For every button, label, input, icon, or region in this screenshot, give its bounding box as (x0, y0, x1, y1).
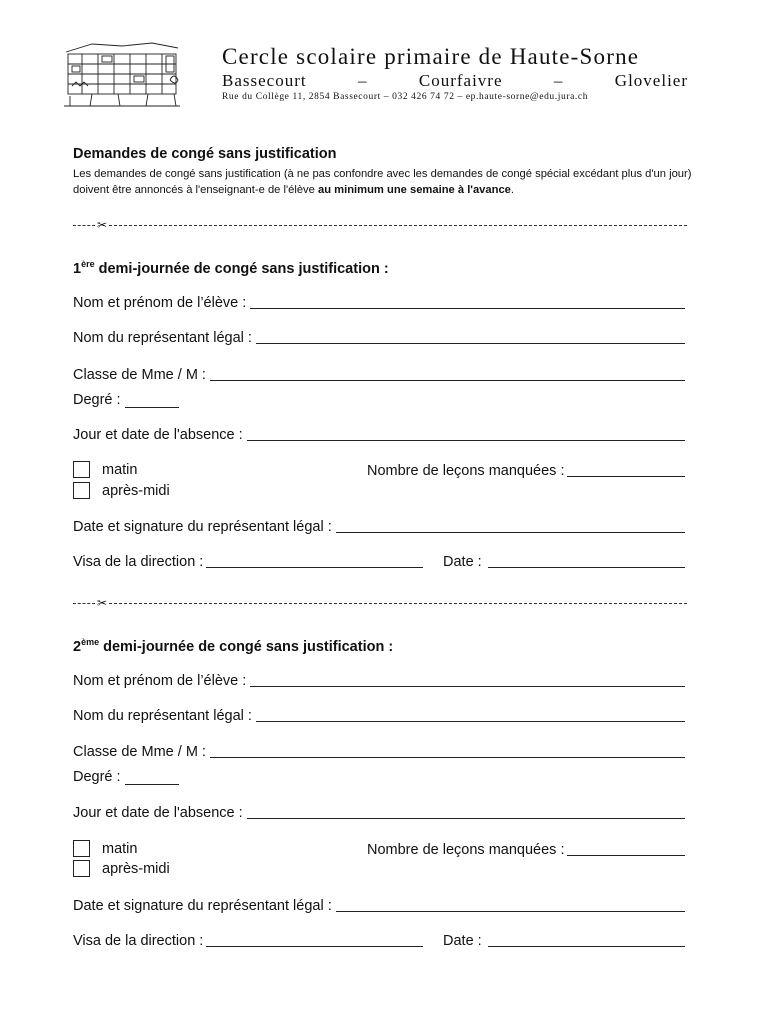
morning-option[interactable] (73, 840, 137, 857)
cut-line (73, 217, 687, 233)
morning-checkbox[interactable] (73, 461, 90, 478)
absence-date-label: Jour et date de l'absence : (73, 427, 243, 443)
cut-line (73, 595, 687, 611)
intro-paragraph (73, 166, 693, 198)
intro-text: Les demandes de congé sans justification (à ne pas confondre avec les demandes de congé spécial excédant plus d'un jour) doivent être annoncés à l'enseignant-e de l'élève (73, 168, 692, 196)
morning-checkbox[interactable] (73, 840, 90, 857)
missed-lessons-label: Nombre de leçons manquées : (367, 463, 565, 479)
morning-label: matin (102, 840, 138, 857)
afternoon-label: après-midi (102, 482, 170, 499)
absence-date-field[interactable] (73, 804, 685, 821)
absence-date-field[interactable] (73, 426, 685, 443)
town-separator: – (553, 71, 564, 90)
student-name-field[interactable] (73, 672, 685, 689)
guardian-signature-field[interactable] (73, 518, 685, 535)
guardian-signature-label: Date et signature du représentant légal : (73, 519, 332, 535)
guardian-name-label: Nom du représentant légal : (73, 708, 252, 724)
guardian-signature-label: Date et signature du représentant légal : (73, 898, 332, 914)
missed-lessons-field[interactable] (367, 841, 685, 858)
grade-label: Degré : (73, 392, 121, 408)
visa-date-label: Date : (443, 554, 482, 570)
grade-label: Degré : (73, 769, 121, 785)
absence-date-label: Jour et date de l'absence : (73, 805, 243, 821)
scissors-icon: ✂ (97, 596, 108, 610)
town-1: Bassecourt (222, 71, 307, 90)
visa-date-field[interactable] (443, 932, 685, 949)
school-name: Cercle scolaire primaire de Haute-Sorne (222, 44, 640, 69)
class-teacher-label: Classe de Mme / M : (73, 744, 206, 760)
intro-end: . (510, 184, 515, 196)
afternoon-option[interactable] (73, 482, 170, 499)
missed-lessons-label: Nombre de leçons manquées : (367, 842, 565, 858)
guardian-name-field[interactable] (73, 329, 685, 346)
visa-date-field[interactable] (443, 553, 685, 570)
intro-emphasis: au minimum une semaine à l'avance (317, 184, 511, 196)
direction-visa-label: Visa de la direction : (73, 554, 204, 570)
town-2: Courfaivre (418, 71, 503, 90)
section-1-title: 1ère demi-journée de congé sans justification : (73, 259, 389, 277)
student-name-field[interactable] (73, 294, 685, 311)
section-2-title: 2ème demi-journée de congé sans justification : (73, 637, 394, 655)
school-logo (62, 40, 182, 110)
afternoon-checkbox[interactable] (73, 860, 90, 877)
morning-option[interactable] (73, 461, 137, 478)
document-title: Demandes de congé sans justification (73, 146, 337, 162)
afternoon-checkbox[interactable] (73, 482, 90, 499)
direction-visa-field[interactable] (73, 932, 423, 949)
grade-field[interactable] (73, 392, 179, 408)
scissors-icon: ✂ (97, 218, 108, 232)
afternoon-label: après-midi (102, 860, 170, 877)
class-teacher-field[interactable] (73, 743, 685, 760)
guardian-name-field[interactable] (73, 707, 685, 724)
school-contact: Rue du Collège 11, 2854 Bassecourt – 032 426 74 72 – ep.haute-sorne@edu.jura.ch (222, 92, 589, 102)
grade-field[interactable] (73, 769, 179, 785)
student-name-label: Nom et prénom de l’élève : (73, 295, 247, 311)
direction-visa-label: Visa de la direction : (73, 933, 204, 949)
guardian-signature-field[interactable] (73, 897, 685, 914)
town-separator: – (357, 71, 368, 90)
missed-lessons-field[interactable] (367, 462, 685, 479)
direction-visa-field[interactable] (73, 553, 423, 570)
student-name-label: Nom et prénom de l’élève : (73, 673, 247, 689)
afternoon-option[interactable] (73, 860, 170, 877)
morning-label: matin (102, 461, 138, 478)
school-towns (222, 71, 688, 91)
guardian-name-label: Nom du représentant légal : (73, 330, 252, 346)
class-teacher-field[interactable] (73, 366, 685, 383)
town-3: Glovelier (614, 71, 688, 90)
visa-date-label: Date : (443, 933, 482, 949)
class-teacher-label: Classe de Mme / M : (73, 367, 206, 383)
